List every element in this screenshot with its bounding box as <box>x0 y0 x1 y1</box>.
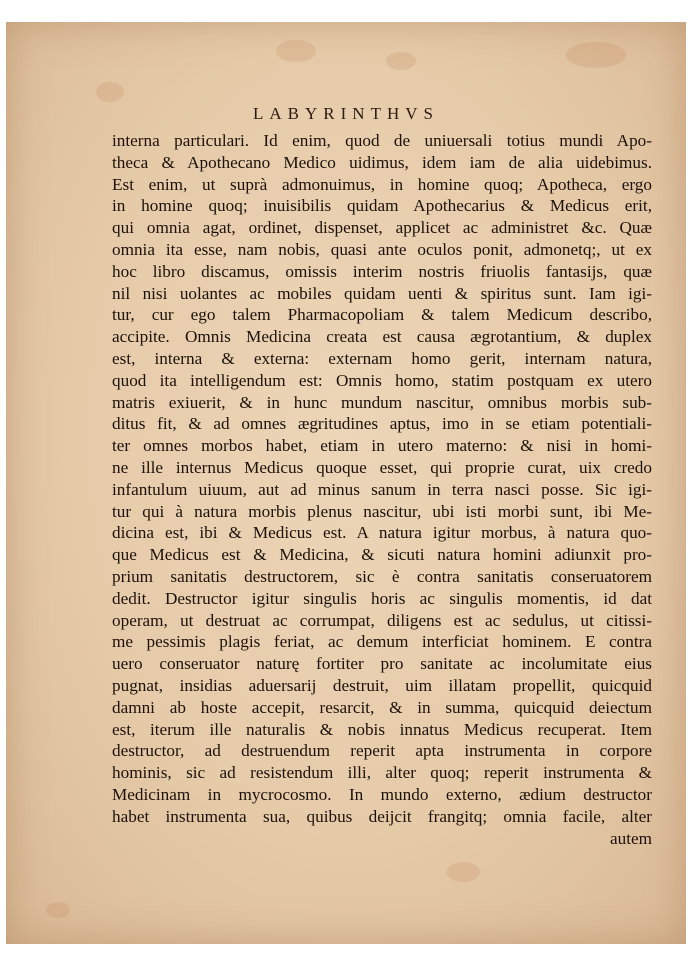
text-line: que Medicus est & Medicina, & sicuti natura homini adiunxit pro- <box>112 545 652 565</box>
text-line: uero conseruator naturę fortiter pro sanitate ac incolumitate eius <box>112 654 652 674</box>
text-line: me pessimis plagis feriat, ac demum interficiat hominem. E contra <box>112 632 652 652</box>
text-line: infantulum uiuum, aut ad minus sanum in terra nasci posse. Sic igi- <box>112 479 652 499</box>
stain <box>276 40 316 62</box>
text-line: operam, ut destruat ac corrumpat, diligens est ac sedulus, ut citissi- <box>112 610 652 630</box>
text-line: hominis, sic ad resistendum illi, alter quoq; reperit instrumenta & <box>112 763 652 783</box>
text-line: damni ab hoste accepit, resarcit, & in summa, quicquid deiectum <box>112 697 652 717</box>
stain <box>566 42 626 68</box>
text-line: pugnat, insidias aduersarij destruit, uim illatam propellit, quicquid <box>112 675 652 695</box>
text-line: interna particulari. Id enim, quod de uniuersali totius mundi Apo- <box>112 131 652 150</box>
stain <box>386 52 416 70</box>
text-line: prium sanitatis destructorem, sic è contra sanitatis conseruatorem <box>112 566 652 586</box>
text-line: dicina est, ibi & Medicus est. A natura igitur morbus, à natura quo- <box>112 523 652 543</box>
text-line: dedit. Destructor igitur singulis horis ac singulis momentis, id dat <box>112 588 652 608</box>
text-line: tur qui à natura morbis plenus nascitur, ubi isti morbi sunt, ibi Me- <box>112 501 652 521</box>
text-line: ne ille internus Medicus quoque esset, qui proprie curat, uix credo <box>112 457 652 477</box>
text-line: quod ita intelligendum est: Omnis homo, statim postquam ex utero <box>112 370 652 390</box>
text-line: matris exiuerit, & in hunc mundum nascitur, omnibus morbis sub- <box>112 392 652 412</box>
running-head: LABYRINTHVS <box>253 104 439 123</box>
text-line: Est enim, ut suprà admonuimus, in homine quoq; Apotheca, ergo <box>112 174 652 194</box>
stain <box>46 902 70 918</box>
text-line: habet instrumenta sua, quibus deijcit frangitq; omnia facile, alter <box>112 806 652 826</box>
text-line: ter omnes morbos habet, etiam in utero materno: & nisi in homi- <box>112 436 652 456</box>
text-line: in homine quoq; inuisibilis quidam Apothecarius & Medicus erit, <box>112 196 652 216</box>
text-line: ditus fit, & ad omnes ægritudines aptus, imo in se etiam potentiali- <box>112 414 652 434</box>
text-line: est, iterum ille naturalis & nobis innatus Medicus recuperat. Item <box>112 719 652 739</box>
text-line: omnia ita esse, nam nobis, quasi ante oculos ponit, admonetq;, ut ex <box>112 239 652 259</box>
book-page <box>6 22 686 944</box>
text-line: Medicinam in mycrocosmo. In mundo externo, ædium destructor <box>112 784 652 804</box>
text-line: qui omnia agat, ordinet, dispenset, applicet ac administret &c. Quæ <box>112 218 652 238</box>
text-line: accipite. Omnis Medicina creata est causa ægrotantium, & duplex <box>112 327 652 347</box>
text-line: hoc libro discamus, omissis interim nostris friuolis fantasijs, quæ <box>112 261 652 281</box>
stain <box>96 82 124 102</box>
text-line: nil nisi uolantes ac mobiles quidam uenti & spiritus sunt. Iam igi- <box>112 283 652 303</box>
catchword: autem <box>610 828 652 848</box>
text-line: est, interna & externa: externam homo gerit, internam natura, <box>112 348 652 368</box>
text-line: destructor, ad destruendum reperit apta instrumenta in corpore <box>112 741 652 761</box>
stain <box>446 862 480 882</box>
body-text <box>112 130 652 849</box>
text-line: tur, cur ego talem Pharmacopoliam & talem Medicum describo, <box>112 305 652 325</box>
text-line: theca & Apothecano Medico uidimus, idem iam de alia uidebimus. <box>112 152 652 172</box>
